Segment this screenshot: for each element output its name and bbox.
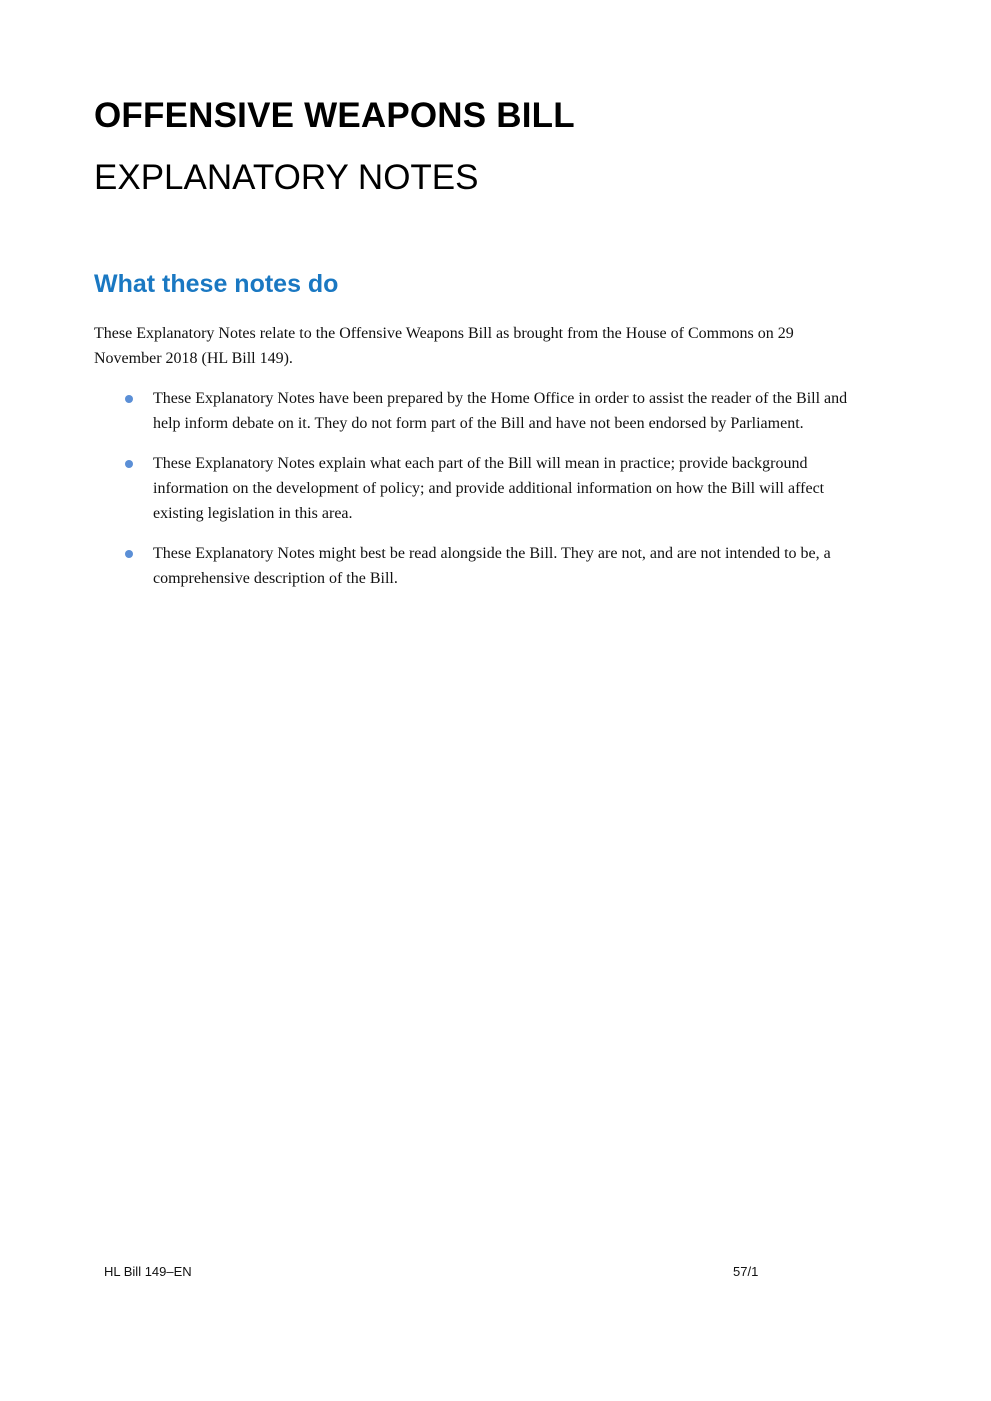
bullet-dot-icon (125, 550, 133, 558)
bullet-dot-icon (125, 460, 133, 468)
bill-title: OFFENSIVE WEAPONS BILL (94, 96, 575, 135)
document-subtitle: EXPLANATORY NOTES (94, 158, 479, 197)
footer-bill-reference: HL Bill 149–EN (104, 1264, 192, 1279)
bullet-item (94, 541, 864, 591)
section-heading: What these notes do (94, 270, 339, 298)
intro-paragraph: These Explanatory Notes relate to the Offensive Weapons Bill as brought from the House of Commons on 29 November 2018 (HL Bill 149). (94, 325, 794, 367)
bullet-text: These Explanatory Notes explain what each part of the Bill will mean in practice; provide background information on the development of policy; and provide additional information on how the Bill will affect existing legislation in this area. (153, 455, 825, 522)
bullet-dot-icon (125, 395, 133, 403)
bullet-list (94, 386, 864, 606)
bullet-text: These Explanatory Notes might best be read alongside the Bill. They are not, and are not intended to be, a comprehensive description of the Bill. (153, 545, 831, 587)
bullet-item (94, 451, 864, 526)
footer-page-reference: 57/1 (733, 1264, 759, 1279)
bullet-text: These Explanatory Notes have been prepared by the Home Office in order to assist the reader of the Bill and help inform debate on it. They do not form part of the Bill and have not been endorsed by Parliament. (153, 390, 848, 432)
bullet-item (94, 386, 864, 436)
